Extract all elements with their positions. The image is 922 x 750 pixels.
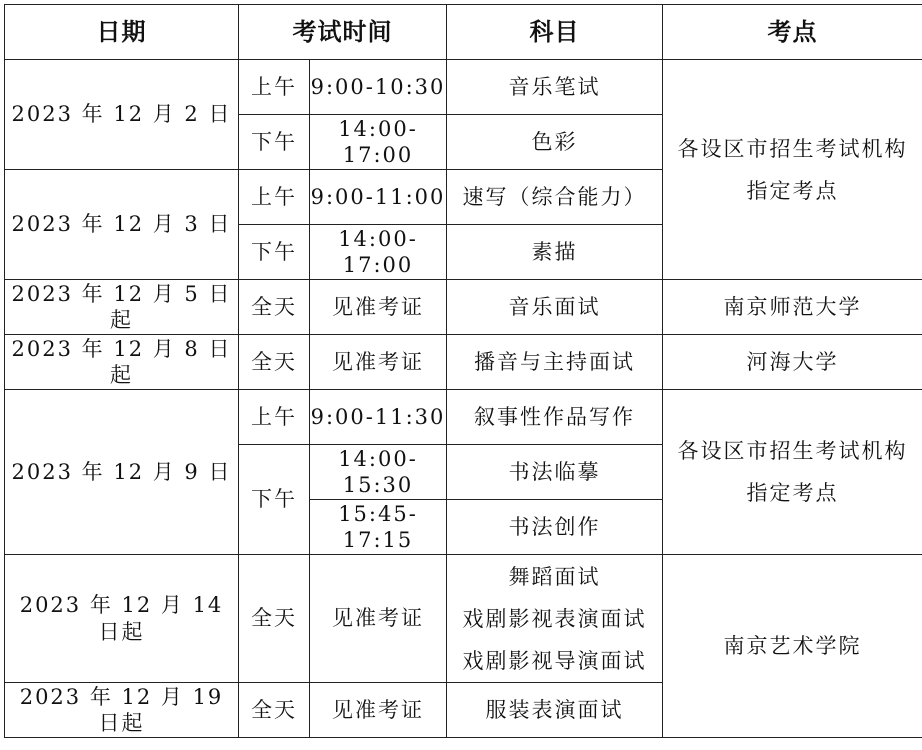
period-cell: 全天 xyxy=(239,555,310,683)
subject-cell: 书法创作 xyxy=(447,500,663,555)
date-cell: 2023 年 12 月 9 日 xyxy=(5,390,239,555)
table-row xyxy=(5,335,922,390)
subject-line: 舞蹈面试 xyxy=(508,564,601,589)
subject-line: 戏剧影视导演面试 xyxy=(462,648,647,673)
venue-cell: 南京师范大学 xyxy=(663,280,922,335)
subject-cell: 书法临摹 xyxy=(447,445,663,500)
period-cell: 上午 xyxy=(239,170,310,225)
table-row xyxy=(5,280,922,335)
subject-cell: 色彩 xyxy=(447,115,663,170)
time-cell: 见准考证 xyxy=(310,280,447,335)
date-cell: 2023 年 12 月 2 日 xyxy=(5,60,239,170)
table-row xyxy=(5,60,922,115)
period-cell: 下午 xyxy=(239,225,310,280)
period-cell: 全天 xyxy=(239,280,310,335)
time-cell: 14:00-17:00 xyxy=(310,115,447,170)
period-cell: 全天 xyxy=(239,335,310,390)
header-time: 考试时间 xyxy=(239,5,447,60)
table-row xyxy=(5,555,922,683)
venue-cell xyxy=(663,390,922,555)
time-cell: 9:00-11:00 xyxy=(310,170,447,225)
subject-cell: 播音与主持面试 xyxy=(447,335,663,390)
subject-cell xyxy=(447,555,663,683)
venue-cell xyxy=(663,60,922,280)
date-cell: 2023 年 12 月 19 日起 xyxy=(5,683,239,738)
time-cell: 15:45-17:15 xyxy=(310,500,447,555)
period-cell: 上午 xyxy=(239,390,310,445)
header-venue: 考点 xyxy=(663,5,922,60)
time-cell: 9:00-10:30 xyxy=(310,60,447,115)
subject-cell: 音乐笔试 xyxy=(447,60,663,115)
table-header-row xyxy=(5,5,922,60)
venue-line: 指定考点 xyxy=(746,481,839,505)
subject-line: 戏剧影视表演面试 xyxy=(462,606,647,631)
date-cell: 2023 年 12 月 3 日 xyxy=(5,170,239,280)
subject-cell: 服装表演面试 xyxy=(447,683,663,738)
time-cell: 9:00-11:30 xyxy=(310,390,447,445)
venue-line: 各设区市招生考试机构 xyxy=(677,136,908,161)
venue-line: 各设区市招生考试机构 xyxy=(677,439,908,463)
date-cell: 2023 年 12 月 14 日起 xyxy=(5,555,239,683)
header-subject: 科目 xyxy=(447,5,663,60)
subject-cell: 速写（综合能力） xyxy=(447,170,663,225)
period-cell: 下午 xyxy=(239,115,310,170)
period-cell: 全天 xyxy=(239,683,310,738)
period-cell: 下午 xyxy=(239,445,310,555)
subject-cell: 素描 xyxy=(447,225,663,280)
subject-cell: 音乐面试 xyxy=(447,280,663,335)
date-cell: 2023 年 12 月 5 日起 xyxy=(5,280,239,335)
exam-schedule-table xyxy=(4,4,922,738)
subject-cell: 叙事性作品写作 xyxy=(447,390,663,445)
time-cell: 14:00-17:00 xyxy=(310,225,447,280)
time-cell: 14:00-15:30 xyxy=(310,445,447,500)
venue-cell: 南京艺术学院 xyxy=(663,555,922,738)
header-date: 日期 xyxy=(5,5,239,60)
period-cell: 上午 xyxy=(239,60,310,115)
time-cell: 见准考证 xyxy=(310,555,447,683)
venue-cell: 河海大学 xyxy=(663,335,922,390)
time-cell: 见准考证 xyxy=(310,335,447,390)
time-cell: 见准考证 xyxy=(310,683,447,738)
date-cell: 2023 年 12 月 8 日起 xyxy=(5,335,239,390)
venue-line: 指定考点 xyxy=(746,178,839,203)
table-row xyxy=(5,390,922,445)
